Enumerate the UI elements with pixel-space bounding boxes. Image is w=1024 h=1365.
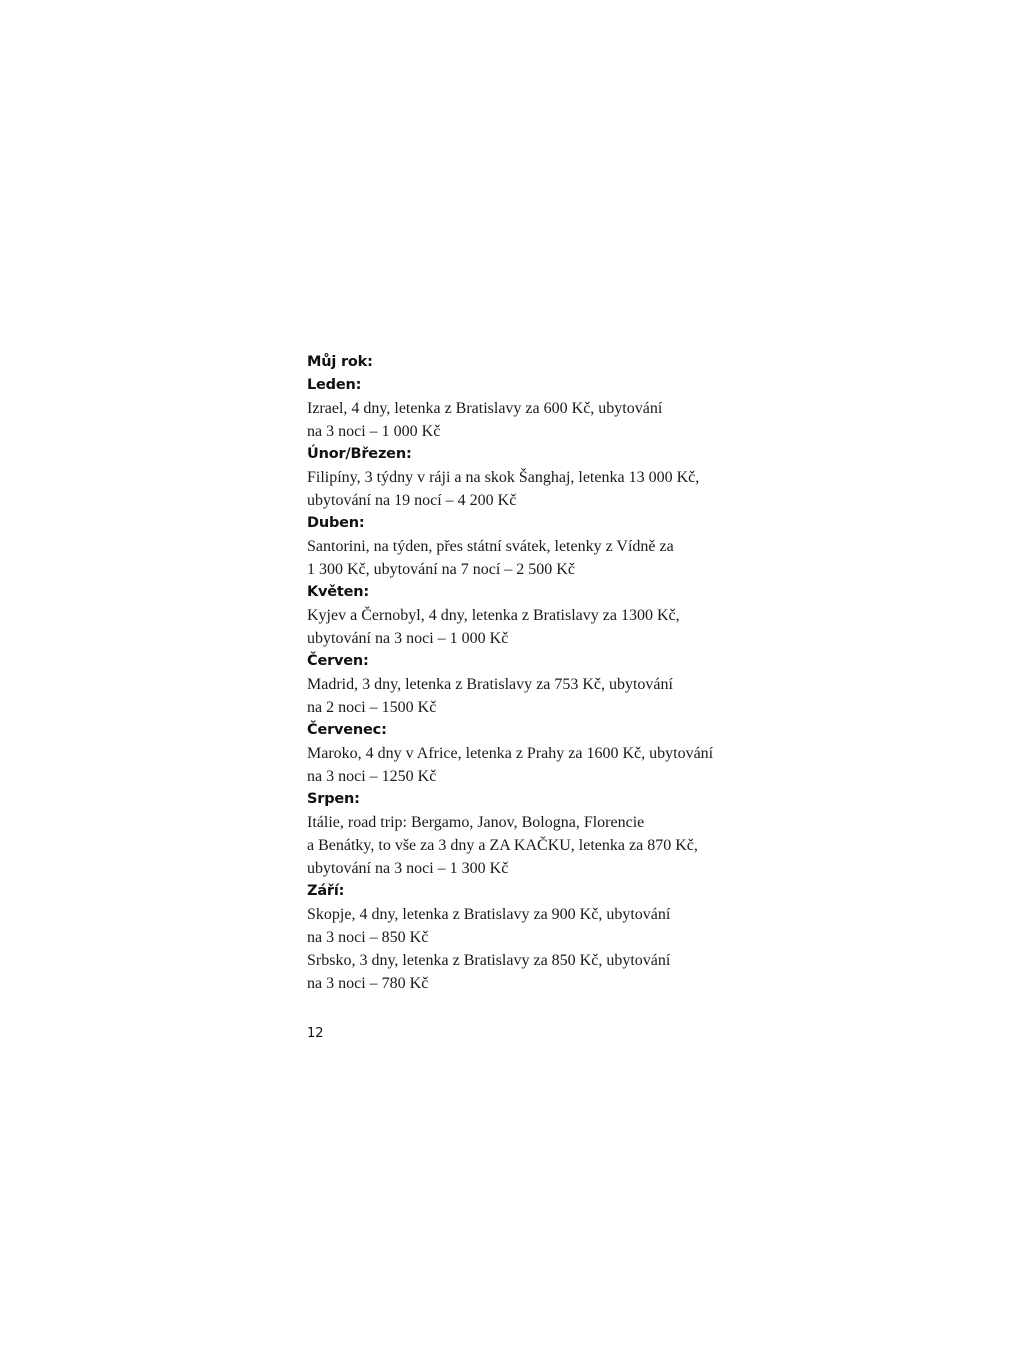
month-heading: Červenec:: [307, 722, 387, 738]
page-title: Můj rok:: [307, 354, 373, 370]
entry-line: Maroko, 4 dny v Africe, letenka z Prahy za 1600 Kč, ubytování: [307, 745, 714, 762]
entry-line: Kyjev a Černobyl, 4 dny, letenka z Bratislavy za 1300 Kč,: [307, 607, 680, 624]
month-heading: Únor/Březen:: [307, 446, 412, 462]
month-section-cervenec: [307, 719, 747, 788]
month-section-duben: [307, 512, 747, 581]
month-section-srpen: [307, 788, 747, 880]
entry-line: Izrael, 4 dny, letenka z Bratislavy za 600 Kč, ubytování: [307, 400, 663, 417]
month-heading: Září:: [307, 883, 345, 899]
entry-line: ubytování na 3 noci – 1 000 Kč: [307, 630, 509, 647]
entry-line: na 3 noci – 1250 Kč: [307, 768, 437, 785]
entry-line: na 2 noci – 1500 Kč: [307, 699, 437, 716]
month-section-cerven: [307, 650, 747, 719]
entry-line: Filipíny, 3 týdny v ráji a na skok Šanghaj, letenka 13 000 Kč,: [307, 469, 700, 486]
month-heading: Duben:: [307, 515, 365, 531]
month-heading: Červen:: [307, 653, 369, 669]
month-section-kveten: [307, 581, 747, 650]
entry-line: na 3 noci – 780 Kč: [307, 975, 429, 992]
entry-line: Skopje, 4 dny, letenka z Bratislavy za 900 Kč, ubytování: [307, 906, 671, 923]
entry-line: na 3 noci – 850 Kč: [307, 929, 429, 946]
entry-line: ubytování na 19 nocí – 4 200 Kč: [307, 492, 517, 509]
month-heading: Srpen:: [307, 791, 360, 807]
entry-line: Itálie, road trip: Bergamo, Janov, Bologna, Florencie: [307, 814, 645, 831]
entry-line: ubytování na 3 noci – 1 300 Kč: [307, 860, 509, 877]
month-section-zari: [307, 880, 747, 995]
entry-line: Santorini, na týden, přes státní svátek, letenky z Vídně za: [307, 538, 674, 555]
entry-line: Srbsko, 3 dny, letenka z Bratislavy za 850 Kč, ubytování: [307, 952, 671, 969]
page-content: [307, 351, 747, 995]
entry-line: na 3 noci – 1 000 Kč: [307, 423, 441, 440]
entry-line: a Benátky, to vše za 3 dny a ZA KAČKU, letenka za 870 Kč,: [307, 837, 698, 854]
month-section-leden: [307, 374, 747, 443]
page-number: 12: [307, 1026, 324, 1041]
entry-line: 1 300 Kč, ubytování na 7 nocí – 2 500 Kč: [307, 561, 575, 578]
month-section-unor-brezen: [307, 443, 747, 512]
month-heading: Květen:: [307, 584, 370, 600]
entry-line: Madrid, 3 dny, letenka z Bratislavy za 753 Kč, ubytování: [307, 676, 673, 693]
month-heading: Leden:: [307, 377, 362, 393]
